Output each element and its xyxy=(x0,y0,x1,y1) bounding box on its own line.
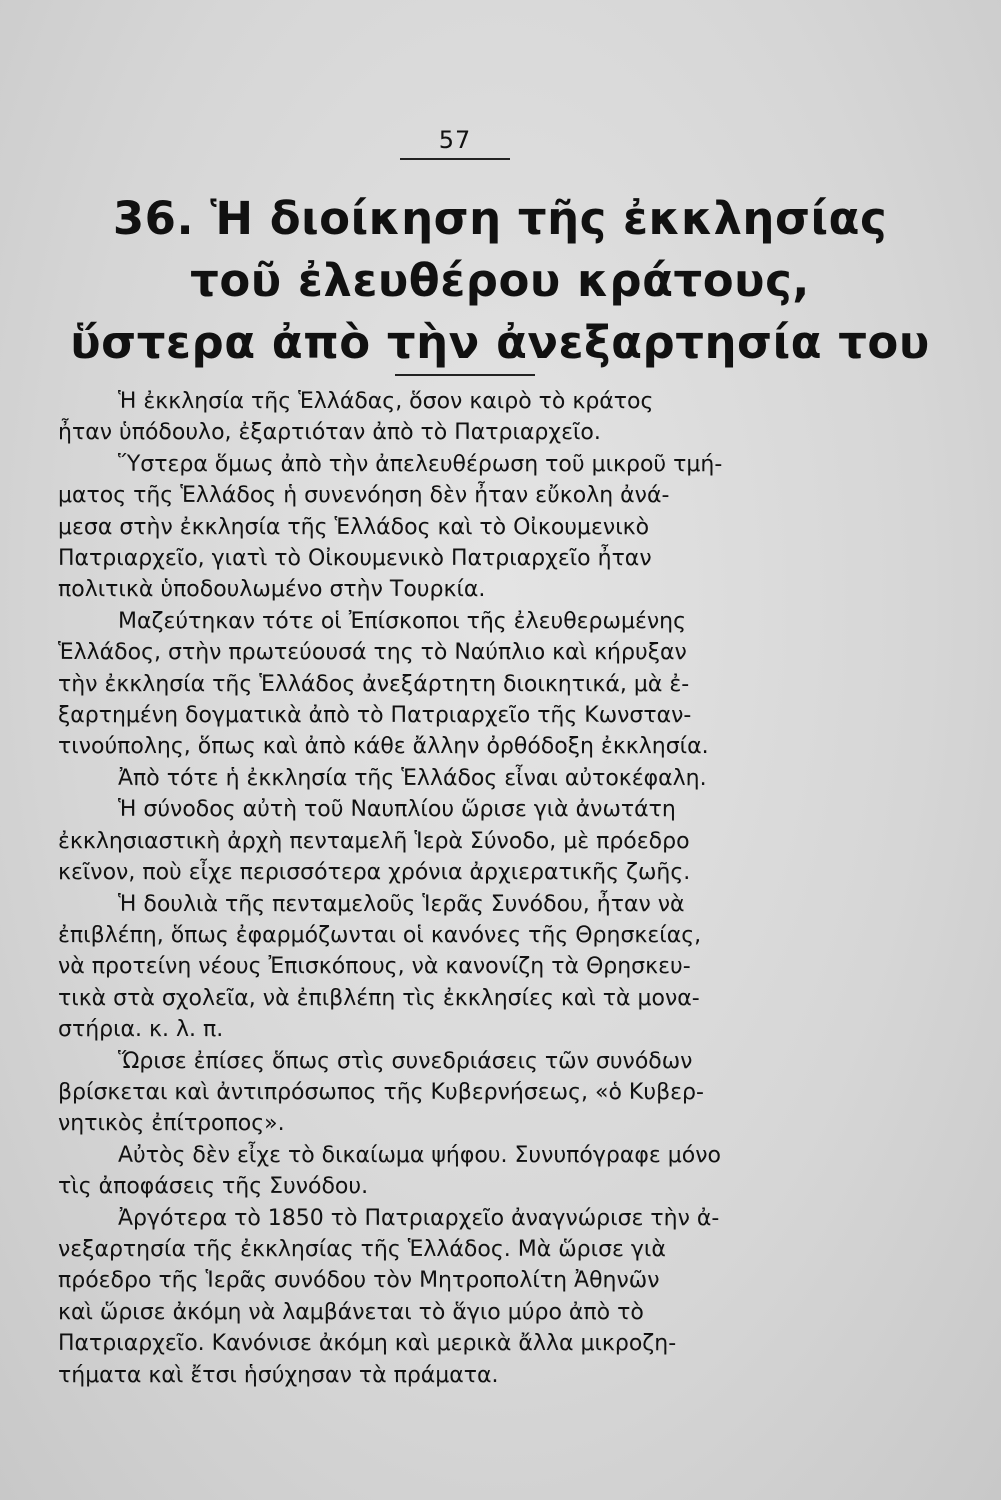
text-line: Ἡ σύνοδος αὐτὴ τοῦ Ναυπλίου ὥρισε γιὰ ἀνωτάτη xyxy=(118,797,676,823)
text-line: μεσα στὴν ἐκκλησία τῆς Ἑλλάδος καὶ τὸ Οἰκουμενικὸ xyxy=(58,514,650,540)
chapter-title-line: ὕστερα ἀπὸ τὴν ἀνεξαρτησία του xyxy=(70,316,930,369)
text-line: πολιτικὰ ὑποδουλωμένο στὴν Τουρκία. xyxy=(58,577,486,603)
text-line: ματος τῆς Ἑλλάδος ἡ συνενόηση δὲν ἦταν εὔκολη ἀνά- xyxy=(58,483,670,509)
title-divider xyxy=(395,374,535,376)
text-line: ἐπιβλέπη, ὅπως ἐφαρμόζωνται οἱ κανόνες τῆς Θρησκείας, xyxy=(58,922,702,948)
chapter-title-line: τοῦ ἐλευθέρου κράτους, xyxy=(190,254,810,307)
text-line: τὶς ἀποφάσεις τῆς Συνόδου. xyxy=(58,1174,369,1200)
text-line: βρίσκεται καὶ ἀντιπρόσωπος τῆς Κυβερνήσεως, «ὁ Κυβερ- xyxy=(58,1079,704,1105)
text-line: ξαρτημένη δογματικὰ ἀπὸ τὸ Πατριαρχεῖο τῆς Κωνσταν- xyxy=(58,703,692,729)
text-line: τήματα καὶ ἔτσι ἡσύχησαν τὰ πράματα. xyxy=(58,1362,499,1388)
text-line: Ὥρισε ἐπίσες ὅπως στὶς συνεδριάσεις τῶν συνόδων xyxy=(118,1048,693,1074)
page-number: 57 xyxy=(400,126,510,160)
text-line: Ἡ δουλιὰ τῆς πενταμελοῦς Ἱερᾶς Συνόδου, ἦταν νὰ xyxy=(118,891,685,917)
chapter-title-line: 36. Ἡ διοίκηση τῆς ἐκκλησίας xyxy=(112,192,888,245)
text-line: στήρια. κ. λ. π. xyxy=(58,1017,224,1043)
text-line: Ἑλλάδος, στὴν πρωτεύουσά της τὸ Ναύπλιο καὶ κήρυξαν xyxy=(58,640,687,666)
text-line: νεξαρτησία τῆς ἐκκλησίας τῆς Ἑλλάδος. Μὰ ὥρισε γιὰ xyxy=(58,1236,666,1262)
text-line: Ἀπὸ τότε ἡ ἐκκλησία τῆς Ἑλλάδος εἶναι αὐτοκέφαλη. xyxy=(118,765,707,791)
text-line: ἐκκλησιαστικὴ ἀρχὴ πενταμελῆ Ἱερὰ Σύνοδο, μὲ πρόεδρο xyxy=(58,828,690,854)
text-line: Πατριαρχεῖο, γιατὶ τὸ Οἰκουμενικὸ Πατριαρχεῖο ἦταν xyxy=(58,546,652,572)
text-line: Ἀργότερα τὸ 1850 τὸ Πατριαρχεῖο ἀναγνώρισε τὴν ἀ- xyxy=(118,1205,720,1231)
chapter-title xyxy=(60,188,940,374)
text-line: Μαζεύτηκαν τότε οἱ Ἐπίσκοποι τῆς ἐλευθερωμένης xyxy=(118,608,686,634)
text-line: Πατριαρχεῖο. Κανόνισε ἀκόμη καὶ μερικὰ ἄλλα μικροζη- xyxy=(58,1331,677,1357)
text-line: νὰ προτείνη νέους Ἐπισκόπους, νὰ κανονίζη τὰ Θρησκευ- xyxy=(58,954,691,980)
text-line: τινούπολης, ὅπως καὶ ἀπὸ κάθε ἄλλην ὀρθόδοξη ἐκκλησία. xyxy=(58,734,709,760)
text-line: καὶ ὥρισε ἀκόμη νὰ λαμβάνεται τὸ ἅγιο μύρο ἀπὸ τὸ xyxy=(58,1299,644,1325)
text-line: Ὕστερα ὅμως ἀπὸ τὴν ἀπελευθέρωση τοῦ μικροῦ τμή- xyxy=(118,451,723,477)
text-line: Ἡ ἐκκλησία τῆς Ἑλλάδας, ὅσον καιρὸ τὸ κράτος xyxy=(118,389,654,414)
text-line: κεῖνον, ποὺ εἶχε περισσότερα χρόνια ἀρχιερατικῆς ζωῆς. xyxy=(58,860,691,886)
text-line: νητικὸς ἐπίτροπος». xyxy=(58,1111,285,1137)
text-line: τικὰ στὰ σχολεῖα, νὰ ἐπιβλέπη τὶς ἐκκλησίες καὶ τὰ μονα- xyxy=(58,985,700,1011)
body-text xyxy=(58,386,878,1391)
text-line: τὴν ἐκκλησία τῆς Ἑλλάδος ἀνεξάρτητη διοικητικά, μὰ ἐ- xyxy=(58,671,690,697)
text-line: ἦταν ὑπόδουλο, ἐξαρτιόταν ἀπὸ τὸ Πατριαρχεῖο. xyxy=(58,420,601,446)
text-line: Αὐτὸς δὲν εἶχε τὸ δικαίωμα ψήφου. Συνυπόγραφε μόνο xyxy=(118,1142,721,1168)
text-line: πρόεδρο τῆς Ἱερᾶς συνόδου τὸν Μητροπολίτη Ἀθηνῶν xyxy=(58,1268,660,1294)
